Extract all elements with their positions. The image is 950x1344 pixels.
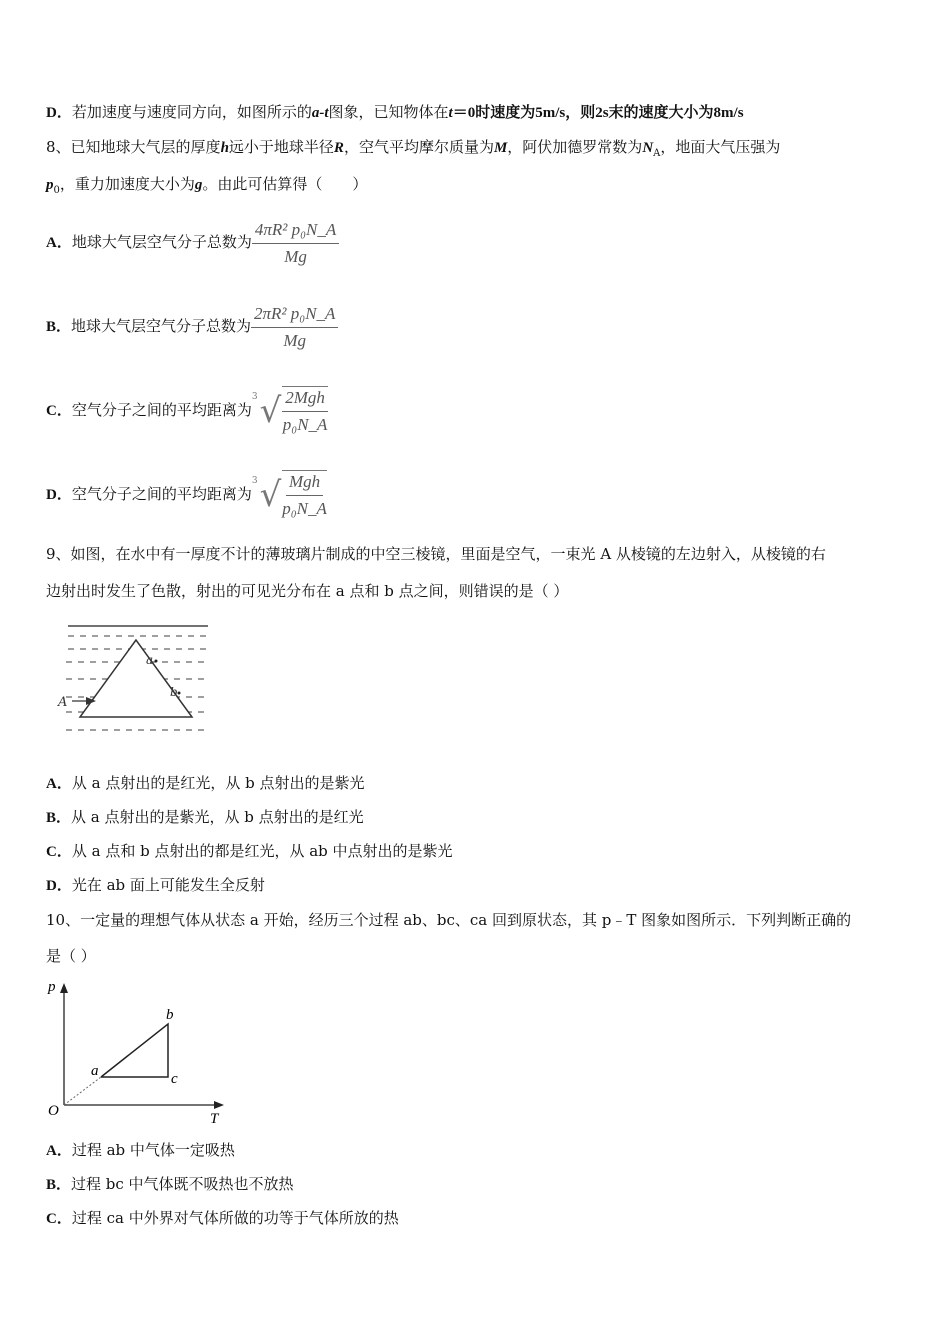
q9-option-d: D．光在 ab 面上可能发生全反射 — [46, 876, 265, 894]
label-b: b — [170, 685, 178, 699]
q9-option-a: A．从 a 点射出的是红光，从 b 点射出的是紫光 — [46, 774, 365, 792]
q8-stem-line1: 8、已知地球大气层的厚度h远小于地球半径R，空气平均摩尔质量为M，阿伏加德罗常数为$N_A$，地面大气压强为 — [46, 138, 781, 159]
axis-label-T: T — [210, 1111, 219, 1125]
q8-option-d: D．空气分子之间的平均距离为 3 √ $\frac{\text{Mgh}}{\text{p₀N\_A}}$ — [46, 472, 327, 518]
q9-stem-line2: 边射出时发生了色散，射出的可见光分布在 a 点和 b 点之间，则错误的是（ ） — [46, 582, 569, 600]
axis-label-p: p — [48, 979, 56, 995]
point-label-a: a — [91, 1063, 99, 1079]
cube-root-formula: 3 √ $\frac{\text{2Mgh}}{\text{p₀N\_A}}$ — [251, 388, 328, 434]
radical-sign-icon: √ — [259, 391, 282, 431]
q8-option-b: B．地球大气层空气分子总数为 $\frac{\text{2πR² p₀N\_A}}{Mg}$ — [46, 296, 338, 357]
q10-stem-line2: 是（ ） — [46, 947, 96, 965]
q9-option-c: C．从 a 点和 b 点射出的都是红光，从 ab 中点射出的是紫光 — [46, 842, 453, 860]
point-label-b: b — [166, 1007, 174, 1023]
q10-stem-line1: 10、一定量的理想气体从状态 a 开始，经历三个过程 ab、bc、ca 回到原状态，其 p﹣T 图象如图所示．下列判断正确的 — [46, 911, 852, 929]
q10-option-a: A．过程 ab 中气体一定吸热 — [46, 1141, 235, 1159]
q9-stem-line1: 9、如图，在水中有一厚度不计的薄玻璃片制成的中空三棱镜，里面是空气，一束光 A 从棱镜的左边射入，从棱镜的右 — [46, 545, 826, 563]
pT-graph-figure — [40, 975, 240, 1125]
point-label-c: c — [171, 1071, 178, 1087]
q8-stem-line2: $p_0$，重力加速度大小为g。由此可估算得（ ） — [46, 175, 368, 196]
q8-option-a: A．地球大气层空气分子总数为 $\frac{\text{4πR² p₀N\_A}}{Mg}$ — [46, 212, 339, 273]
q8-option-c: C．空气分子之间的平均距离为 3 √ $\frac{\text{2Mgh}}{\text{p₀N\_A}}$ — [46, 388, 328, 434]
formula-fraction: $\frac{\text{2πR² p₀N\_A}}{Mg}$ — [251, 303, 338, 352]
label-a: a — [146, 653, 154, 667]
q7-option-d: D．若加速度与速度同方向，如图所示的a-t图象，已知物体在t＝0时速度为5m/s，则2s末的速度大小为8m/s — [46, 103, 744, 121]
formula-fraction: $\frac{\text{4πR² p₀N\_A}}{Mg}$ — [252, 219, 339, 268]
prism-figure — [46, 612, 216, 747]
q10-option-c: C．过程 ca 中外界对气体所做的功等于气体所放的热 — [46, 1209, 399, 1227]
label-A: A — [58, 695, 68, 710]
origin-label: O — [48, 1103, 59, 1119]
radical-sign-icon: √ — [259, 475, 282, 515]
q10-option-b: B．过程 bc 中气体既不吸热也不放热 — [46, 1175, 294, 1193]
q9-option-b: B．从 a 点射出的是紫光，从 b 点射出的是红光 — [46, 808, 364, 826]
cube-root-formula: 3 √ $\frac{\text{Mgh}}{\text{p₀N\_A}}$ — [251, 472, 327, 518]
